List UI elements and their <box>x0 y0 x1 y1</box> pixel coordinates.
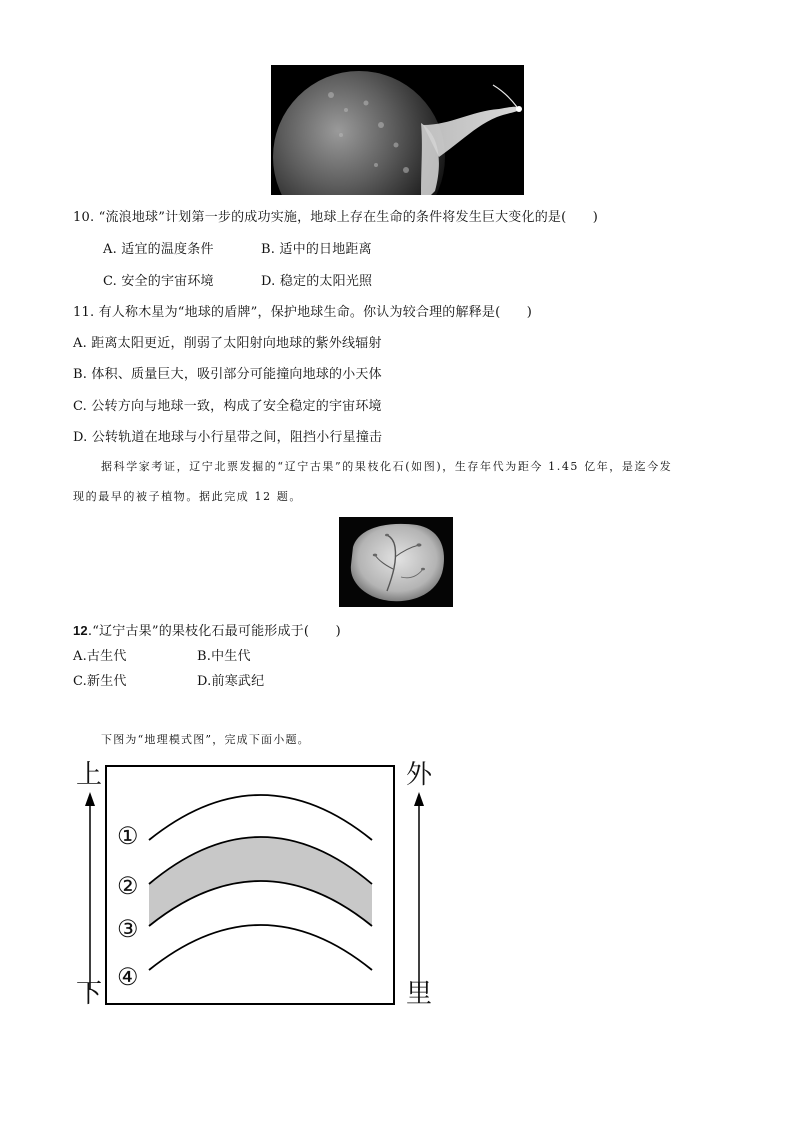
q12-stem <box>73 620 341 639</box>
q12-option-d: D.前寒武纪 <box>197 674 265 689</box>
layer-label-2: ② <box>117 872 139 900</box>
layer-label-1: ① <box>117 822 139 850</box>
fossil-illustration <box>339 517 453 607</box>
q12-option-c: C.新生代 <box>73 674 127 689</box>
right-arrow-head <box>414 792 424 806</box>
layer-label-3: ③ <box>117 915 139 943</box>
fossil-photo <box>339 517 453 607</box>
q11-option-c: C. 公转方向与地球一致，构成了安全稳定的宇宙环境 <box>73 399 382 414</box>
q12-option-a: A.古生代 <box>73 649 127 664</box>
curve-1 <box>149 795 372 840</box>
earth-illustration <box>271 65 524 195</box>
earth-photo <box>271 65 524 195</box>
label-outer: 外 <box>406 760 433 790</box>
curve-4 <box>149 925 372 970</box>
label-down: 下 <box>76 979 103 1009</box>
label-inner: 里 <box>406 979 433 1009</box>
q10-option-d: D. 稳定的太阳光照 <box>261 274 373 289</box>
geography-model-diagram <box>70 758 440 1010</box>
q12-number: 12 <box>73 623 88 638</box>
fossil-intro-line2: 现的最早的被子植物。据此完成 12 题。 <box>73 490 302 503</box>
q10-option-c: C. 安全的宇宙环境 <box>103 274 214 289</box>
q11-option-b: B. 体积、质量巨大，吸引部分可能撞向地球的小天体 <box>73 367 382 382</box>
q12-stem-text: .“辽宁古果”的果枝化石最可能形成于( ) <box>87 624 341 639</box>
q12-option-b: B.中生代 <box>197 649 251 664</box>
diagram-intro: 下图为“地理模式图”，完成下面小题。 <box>101 733 310 746</box>
q10-option-b: B. 适中的日地距离 <box>261 242 372 257</box>
q11-option-a: A. 距离太阳更近，削弱了太阳射向地球的紫外线辐射 <box>73 336 382 351</box>
label-up: 上 <box>76 760 103 790</box>
q11-stem: 11. 有人称木星为“地球的盾牌”，保护地球生命。你认为较合理的解释是( ) <box>73 305 533 320</box>
left-arrow-head <box>85 792 95 806</box>
q11-option-d: D. 公转轨道在地球与小行星带之间，阻挡小行星撞击 <box>73 430 383 445</box>
q10-option-a: A. 适宜的温度条件 <box>103 242 214 257</box>
layer-label-4: ④ <box>117 963 139 991</box>
fossil-intro-line1: 据科学家考证，辽宁北票发掘的“辽宁古果”的果枝化石(如图)，生存年代为距今 1.45 亿年，是迄今发 <box>101 460 673 473</box>
q10-stem: 10. “流浪地球”计划第一步的成功实施，地球上存在生命的条件将发生巨大变化的是( ) <box>73 210 599 225</box>
